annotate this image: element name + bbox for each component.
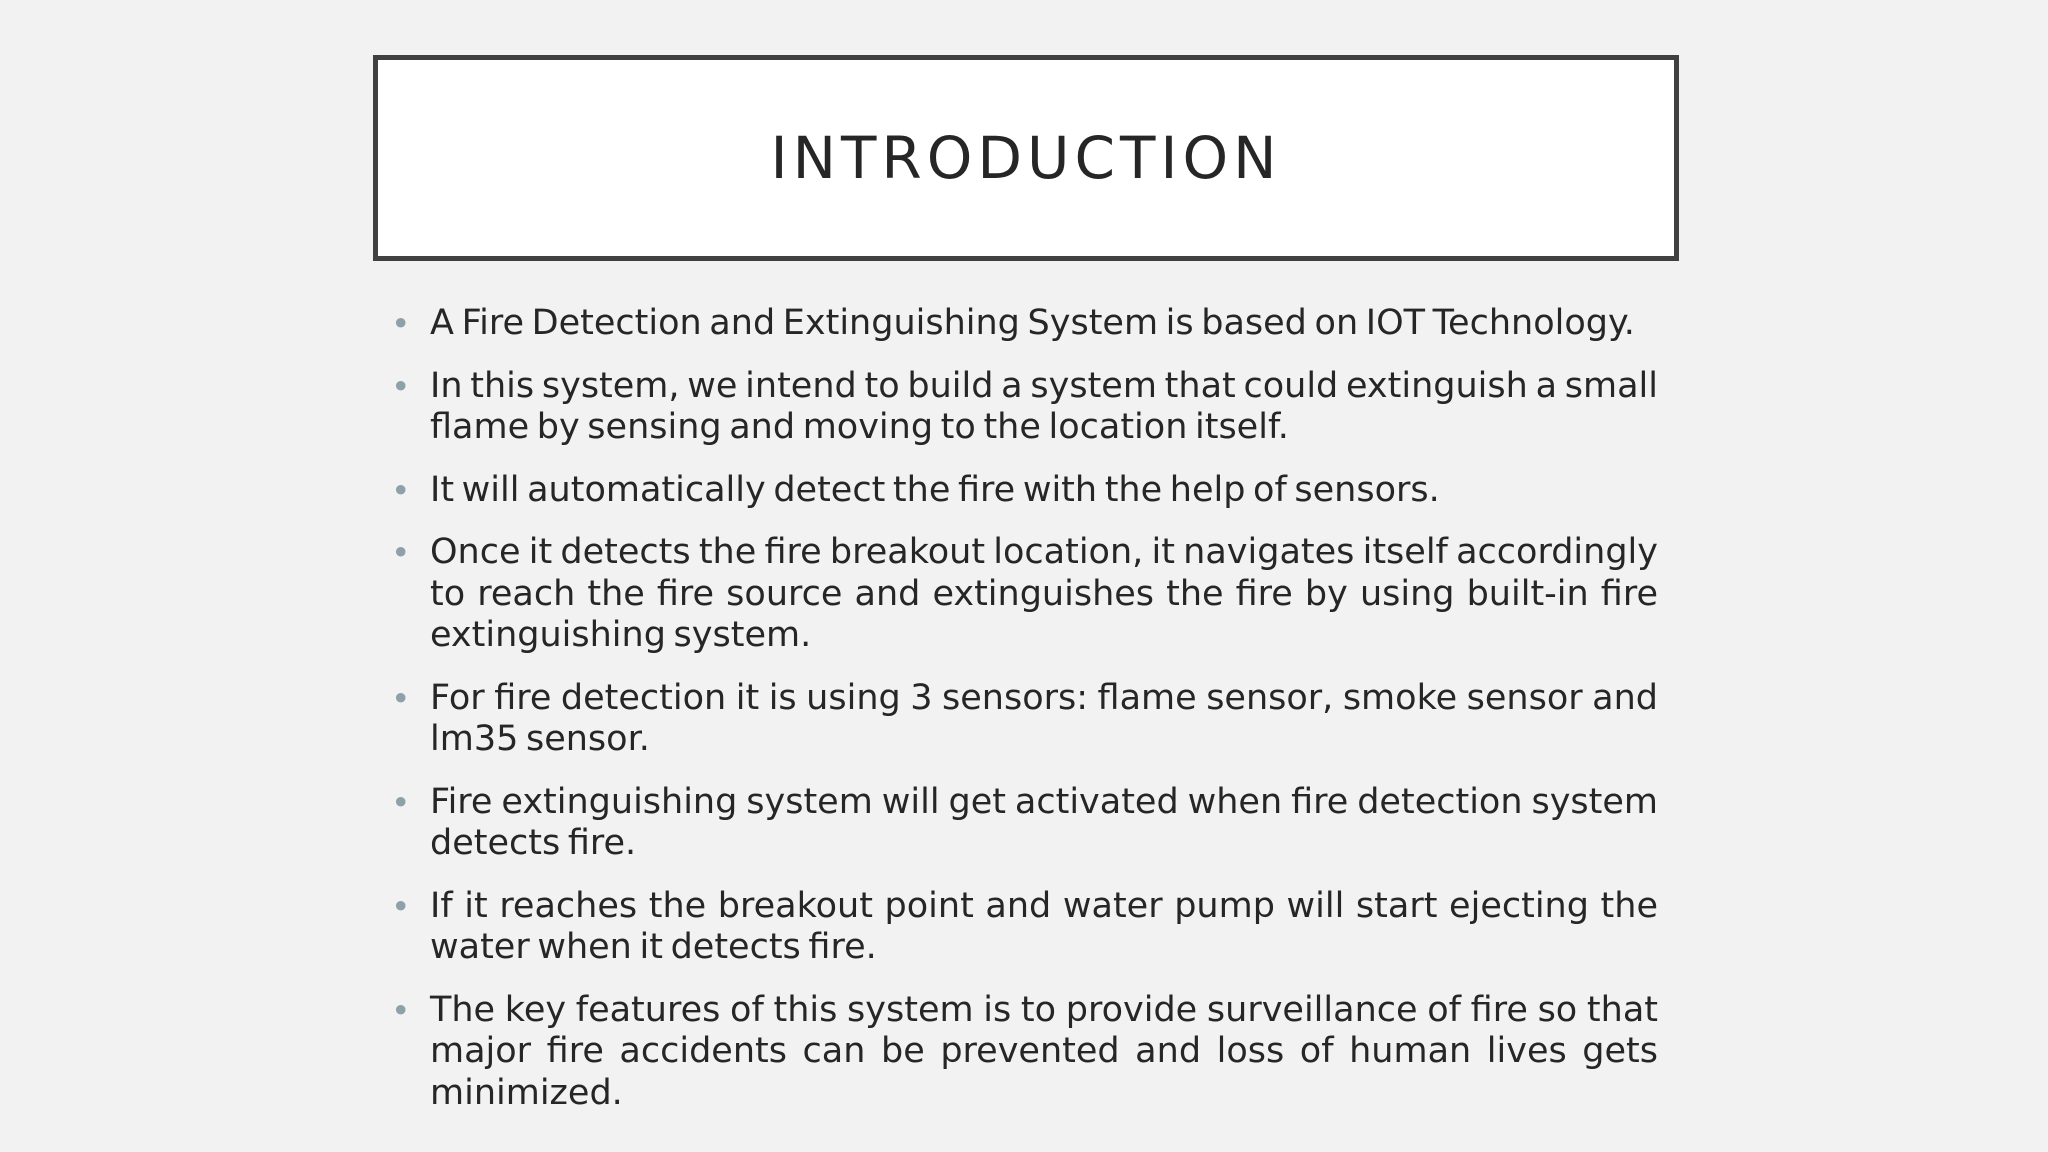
bullet-item — [388, 782, 1658, 865]
bullet-dot-icon: • — [391, 366, 411, 406]
bullet-dot-icon: • — [391, 782, 411, 822]
bullet-dot-icon: • — [391, 470, 411, 510]
bullet-text: For fire detection it is using 3 sensors: flame sensor, smoke sensor and lm35 sensor. — [430, 677, 1658, 759]
slide-title: INTRODUCTION — [770, 124, 1282, 192]
bullet-item — [388, 990, 1658, 1115]
bullet-text: Once it detects the fire breakout location, it navigates itself accordingly to reach the fire source and extinguishes the fire by using built-in fire extinguishing system. — [430, 532, 1658, 655]
bullet-item — [388, 678, 1658, 761]
bullet-item — [388, 303, 1658, 345]
bullet-text: Fire extinguishing system will get activated when fire detection system detects fire. — [430, 781, 1658, 863]
bullet-dot-icon: • — [391, 886, 411, 926]
bullet-text: In this system, we intend to build a system that could extinguish a small flame by sensing and moving to the location itself. — [430, 365, 1658, 447]
bullet-dot-icon: • — [391, 304, 411, 343]
bullet-item — [388, 470, 1658, 512]
bullet-dot-icon: • — [391, 533, 411, 572]
title-box — [373, 55, 1679, 261]
bullet-text: The key features of this system is to provide surveillance of fire so that major fire accidents can be prevented and loss of human lives gets minimized. — [430, 989, 1658, 1113]
bullet-item — [388, 366, 1658, 449]
bullet-list — [388, 303, 1658, 1135]
bullet-dot-icon: • — [391, 990, 411, 1030]
bullet-item — [388, 532, 1658, 657]
bullet-dot-icon: • — [391, 678, 411, 718]
bullet-text: A Fire Detection and Extinguishing System is based on IOT Technology. — [430, 303, 1635, 343]
bullet-text: It will automatically detect the fire with the help of sensors. — [430, 469, 1440, 510]
bullet-text: If it reaches the breakout point and water pump will start ejecting the water when it detects fire. — [430, 885, 1658, 967]
bullet-item — [388, 886, 1658, 969]
